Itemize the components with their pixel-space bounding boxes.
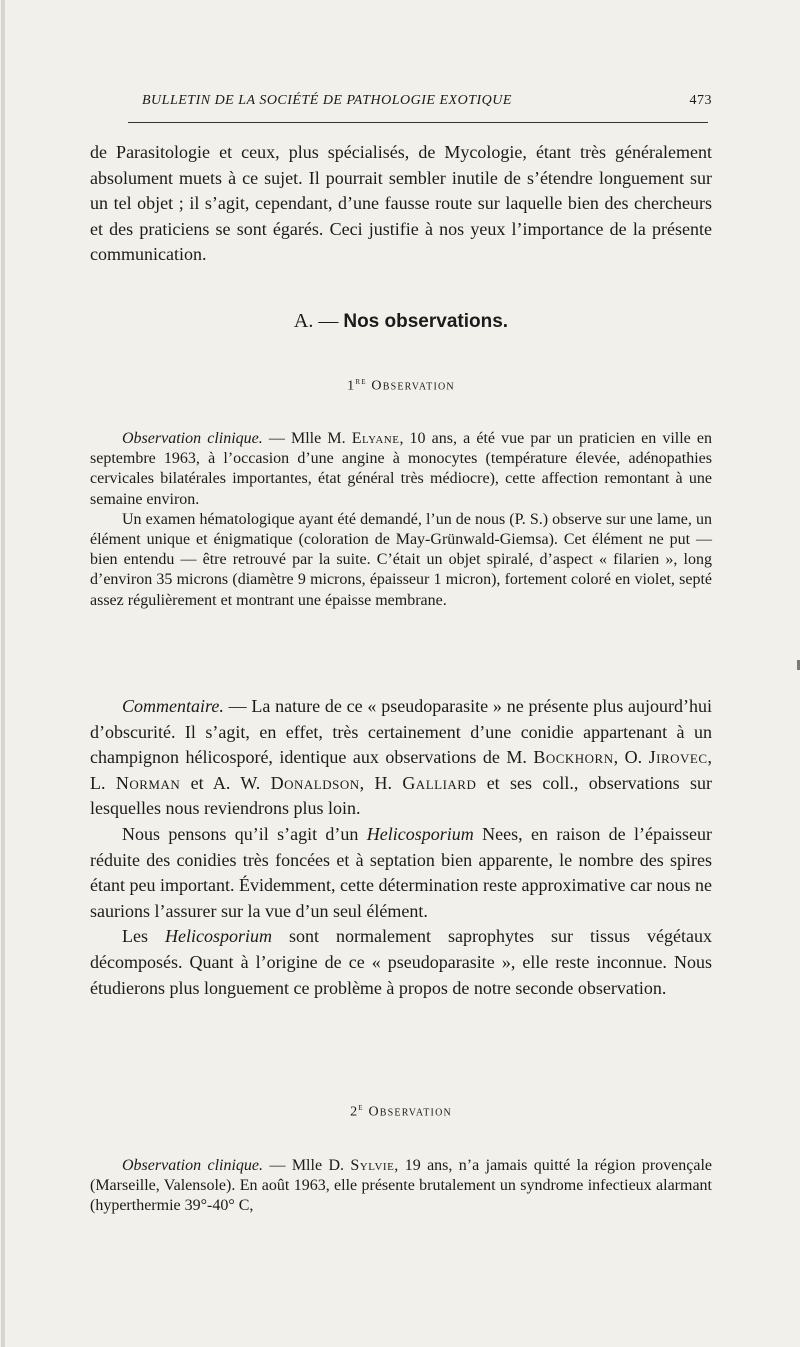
author-jirovec: Jirovec	[648, 747, 708, 768]
helico-text-1: Nous pensons qu’il s’agit d’un	[122, 823, 367, 844]
obs1-text-b: , 10 ans, a été vue par un praticien en ville en septembre 1963, à l’occasion d’une angine à monocytes (température élevée, adénopathies cervicales bilatérales importantes, état général très médiocre), cette affection remontant à une semaine environ.	[90, 430, 712, 508]
helicosporium-paragraph	[90, 822, 712, 924]
observation-1-heading	[90, 376, 712, 395]
les-text-1: Les	[122, 926, 165, 947]
obs2-sup: e	[358, 1102, 364, 1113]
commentaire-text-4: et A. W.	[180, 772, 271, 793]
commentaire-text-5: , H.	[359, 772, 403, 793]
commentaire-paragraph	[90, 694, 712, 822]
obs2-clinique-paragraph	[90, 1156, 712, 1217]
author-donaldson: Donaldson	[270, 772, 360, 793]
helico-genus: Helicosporium	[366, 823, 474, 844]
page-edge-shadow	[1, 0, 5, 1347]
observation-2-block	[90, 1156, 712, 1217]
obs1-exam-paragraph: Un examen hématologique ayant été demandé, l’un de nous (P. S.) observe sur une lame, un élément unique et énigmatique (coloration de May-Grünwald-Giemsa). Cet élément ne put — bien entendu — être retrouvé par la suite. C’était un objet spiralé, d’aspect « filarien », long d’environ 35 microns (diamètre 9 microns, épaisseur 1 micron), fortement coloré en violet, septé assez régulièrement et montrant une épaisse membrane.	[90, 510, 712, 609]
obs2-text-2: , 19 ans, n’a jamais quitté la région provençale (Marseille, Valensole). En août 1963, elle présente brutalement un syndrome infectieux alarmant (hyperthermie 39°-40° C,	[90, 1157, 713, 1215]
commentaire-text-2: , O.	[613, 747, 649, 768]
helico-text-2: Nees, en raison de l’épaisseur réduite des conidies très foncées et à septation bien apparente, le nombre des spires étant peu important. Évidemment, cette détermination reste approximative car nous ne saurions l’assurer sur la vue d’un seul élément.	[90, 823, 712, 921]
obs2-clinique-label: Observation clinique.	[122, 1157, 264, 1174]
les-genus: Helicosporium	[165, 926, 272, 947]
author-norman: Norman	[115, 772, 181, 793]
journal-title: BULLETIN DE LA SOCIÉTÉ DE PATHOLOGIE EXOTIQUE	[142, 93, 512, 108]
les-text-2: sont normalement saprophytes sur tissus végétaux décomposés. Quant à l’origine de ce « pseudoparasite », elle reste inconnue. Nous étudierons plus longuement ce problème à propos de notre seconde observation.	[90, 926, 712, 998]
commentaire-label: Commentaire.	[122, 696, 224, 716]
page-number: 473	[689, 93, 712, 108]
header-rule	[128, 122, 708, 123]
obs1-clinique-paragraph	[90, 429, 712, 510]
obs1-number: 1	[347, 378, 356, 394]
patient-name-elyane: Elyane	[351, 430, 400, 447]
obs1-sup: re	[355, 376, 367, 387]
observation-1-block	[90, 429, 712, 611]
author-galliard: Galliard	[402, 772, 477, 793]
section-prefix: A. —	[293, 310, 344, 332]
intro-paragraph: de Parasitologie et ceux, plus spécialisés, de Mycologie, étant très généralement absolument muets à ce sujet. Il pourrait sembler inutile de s’étendre longuement sur un tel objet ; il s’agit, cependant, d’une fausse route sur laquelle bien des chercheurs et des praticiens se sont égarés. Ceci justifie à nos yeux l’importance de la présente communication.	[90, 142, 712, 265]
patient-name-sylvie: Sylvie	[350, 1157, 395, 1174]
obs2-number: 2	[350, 1104, 359, 1120]
section-heading	[90, 310, 712, 333]
obs1-label: Observation	[366, 378, 455, 394]
commentaire-block	[90, 694, 712, 1001]
obs2-text-1: — Mlle D.	[263, 1157, 351, 1174]
observation-2-heading	[90, 1102, 712, 1121]
commentaire-text-3: , L.	[90, 747, 713, 793]
obs1-clinique-label: Observation clinique.	[122, 430, 263, 447]
obs1-text-a: — Mlle M.	[262, 430, 352, 447]
commentaire-text-1: — La nature de ce « pseudoparasite » ne présente plus aujourd’hui d’obscurité. Il s’agit, en effet, très certainement d’une conidie appartenant à un champignon hélicosporé, identique aux observations de M.	[90, 696, 712, 768]
commentaire-text-6: et ses coll., observations sur lesquelles nous reviendrons plus loin.	[90, 772, 713, 819]
obs2-label: Observation	[363, 1104, 452, 1120]
intro-paragraph-block	[90, 140, 712, 268]
les-helicosporium-paragraph	[90, 924, 712, 1001]
section-title: Nos observations.	[343, 311, 509, 332]
author-bockhorn: Bockhorn	[533, 747, 614, 768]
